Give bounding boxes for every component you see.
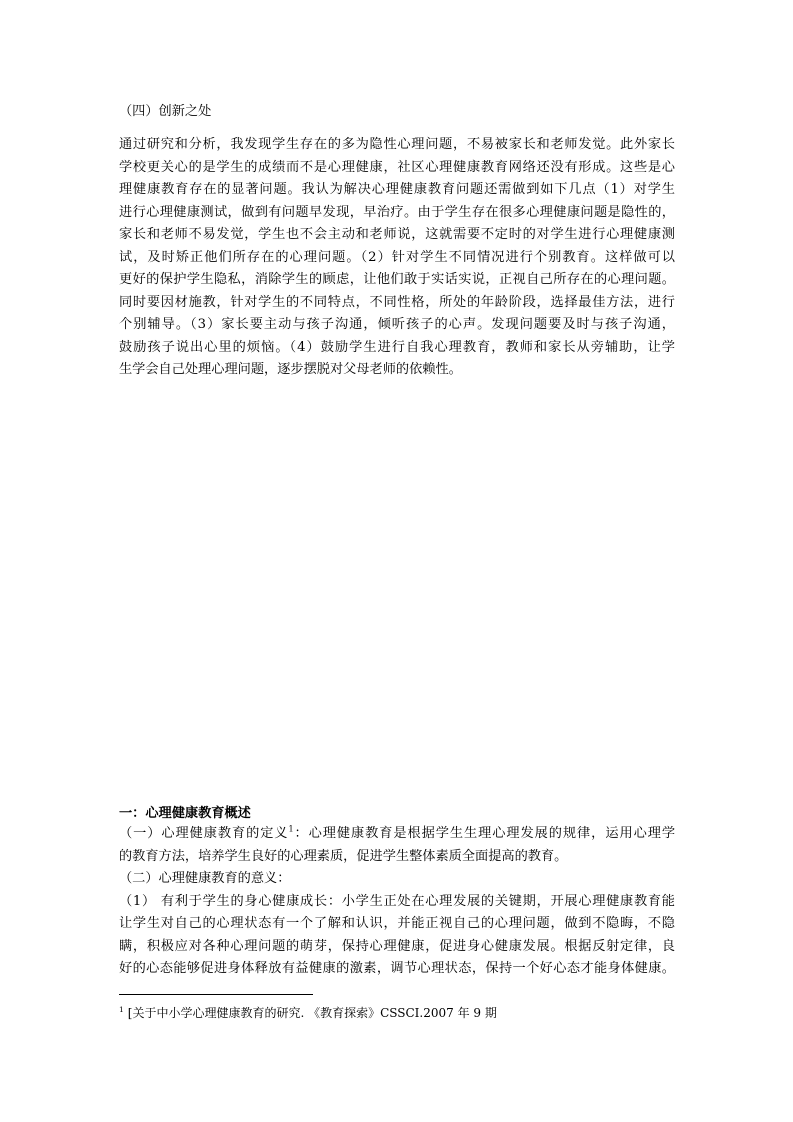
definition-label: （一）心理健康教育的定义 (119, 826, 289, 841)
paragraph-line: 学校更关心的是学生的成绩而不是心理健康，社区心理健康教育网络还没有形成。这些是心 (119, 159, 675, 175)
significance-heading: （二）心理健康教育的意义： (119, 871, 291, 886)
significance-line: 让学生对自己的心理状态有一个了解和认识，并能正视自己的心理问题，做到不隐晦，不隐 (119, 916, 675, 931)
footnote-divider (119, 994, 313, 995)
paragraph-line: 试，及时矫正他们所存在的心理问题。（2）针对学生不同情况进行个别教育。这样做可以 (119, 249, 675, 265)
paragraph-line: 理健康教育存在的显著问题。我认为解决心理健康教育问题还需做到如下几点（1）对学生 (119, 182, 675, 197)
footnote-reference[interactable]: 1 (288, 824, 294, 834)
significance-line: 好的心态能够促进身体释放有益健康的激素，调节心理状态，保持一个好心态才能身体健康。 (119, 961, 675, 976)
overview-heading: 一：心理健康教育概述 (119, 806, 251, 821)
footnote-number: 1 (119, 1005, 124, 1014)
significance-line: （1） 有利于学生的身心健康成长：小学生正处在心理发展的关键期，开展心理健康教育能 (119, 893, 675, 909)
overview-paragraph (119, 823, 675, 981)
paragraph-line: 进行心理健康测试，做到有问题早发现，早治疗。由于学生存在很多心理健康问题是隐性的， (119, 204, 675, 220)
definition-line: 的教育方法，培养学生良好的心理素质，促进学生整体素质全面提高的教育。 (119, 848, 568, 864)
definition-line (119, 823, 675, 846)
paragraph-line: 个别辅导。（3）家长要主动与孩子沟通，倾听孩子的心声。发现问题要及时与孩子沟通， (119, 317, 675, 332)
definition-text: ：心理健康教育是根据学生生理心理发展的规律，运用心理学 (293, 826, 676, 841)
innovation-paragraph (119, 134, 675, 382)
significance-line: 瞒，积极应对各种心理问题的萌芽，保持心理健康，促进身心健康发展。根据反射定律，良 (119, 938, 675, 954)
innovation-heading: （四）创新之处 (119, 104, 212, 119)
paragraph-line: 通过研究和分析，我发现学生存在的多为隐性心理问题，不易被家长和老师发觉。此外家长 (119, 137, 675, 152)
footnote (119, 1004, 497, 1022)
paragraph-line: 家长和老师不易发觉，学生也不会主动和老师说，这就需要不定时的对学生进行心理健康测 (119, 227, 675, 242)
footnote-text: [关于中小学心理健康教育的研究. 《教育探索》CSSCI.2007 年 9 期 (127, 1006, 497, 1020)
paragraph-line: 生学会自己处理心理问题，逐步摆脱对父母老师的依赖性。 (119, 362, 462, 377)
paragraph-line: 同时要因材施教，针对学生的不同特点，不同性格，所处的年龄阶段，选择最佳方法，进行 (119, 294, 675, 310)
paragraph-line: 鼓励孩子说出心里的烦恼。（4）鼓励学生进行自我心理教育，教师和家长从旁辅助，让学 (119, 339, 675, 355)
paragraph-line: 更好的保护学生隐私，消除学生的顾虑，让他们敢于实话实说，正视自己所存在的心理问题。 (119, 272, 675, 287)
